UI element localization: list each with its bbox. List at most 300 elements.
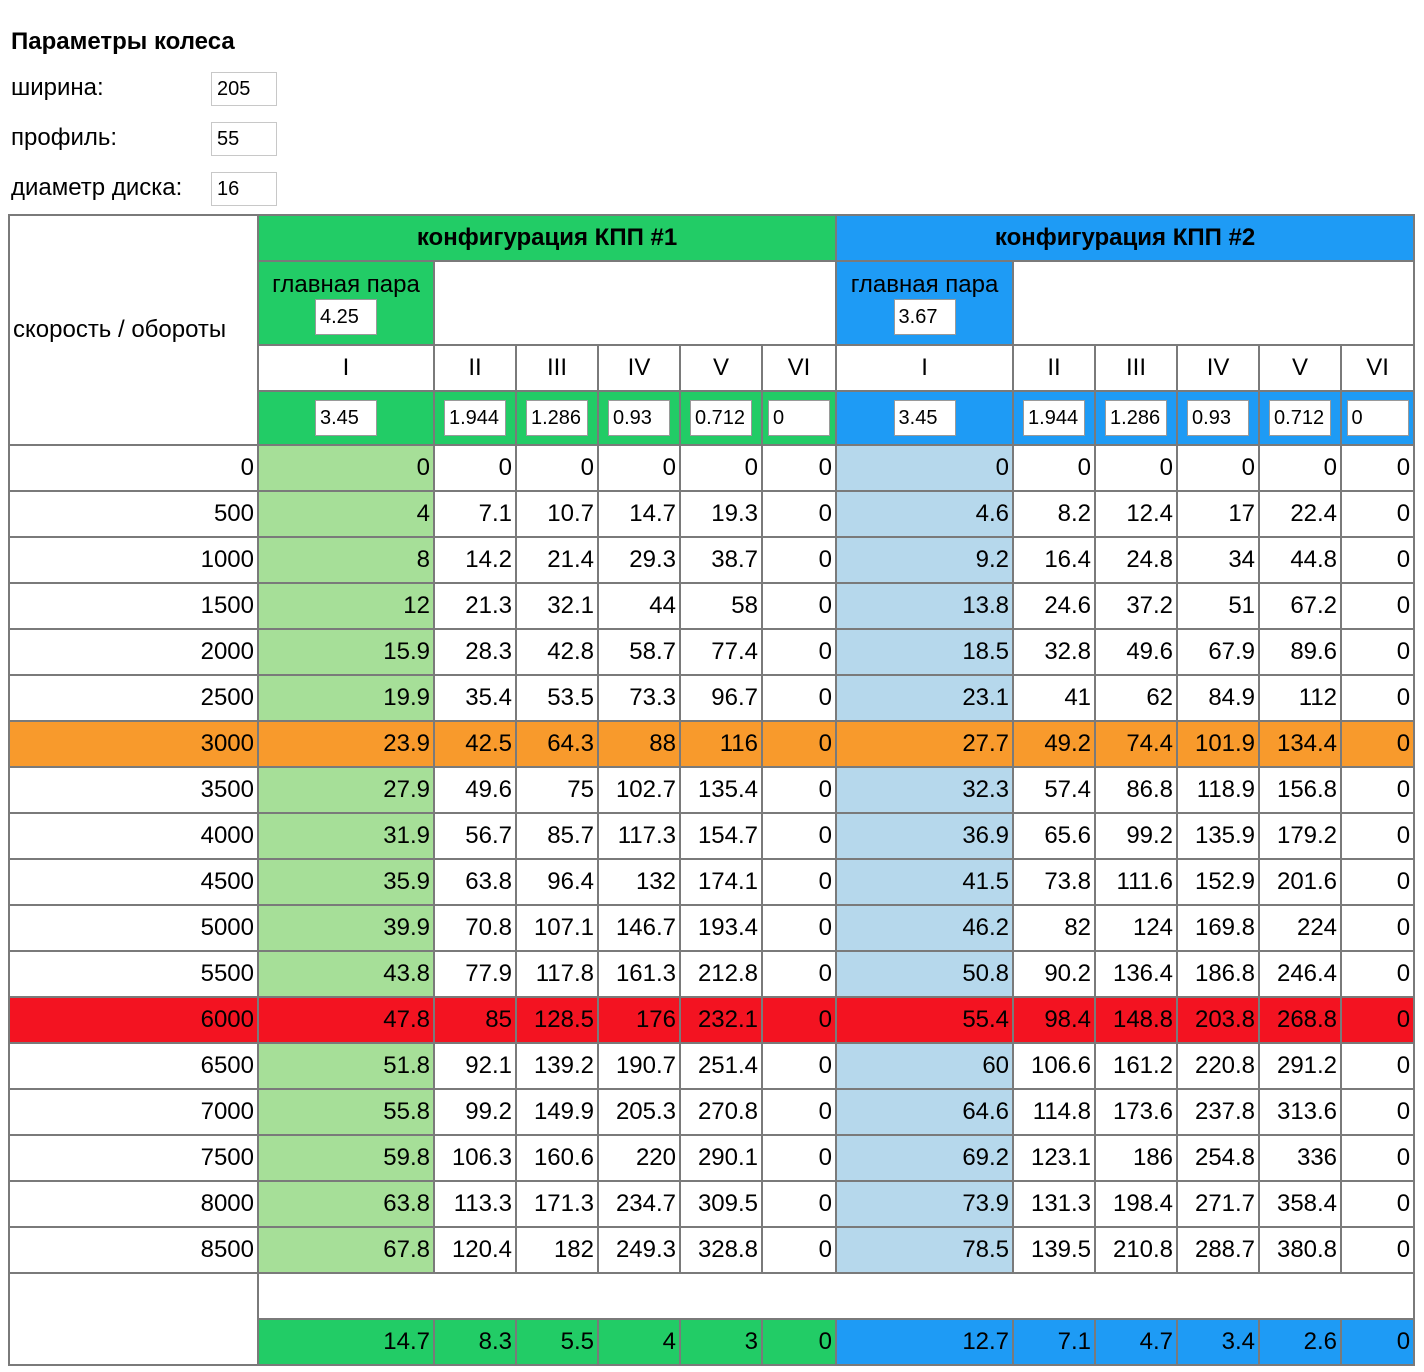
table-row (10, 860, 1415, 906)
footer-label-cell (10, 1274, 259, 1366)
speed-cell: 86.8 (1096, 768, 1178, 814)
config-2-gear-4-ratio-input[interactable] (1187, 400, 1249, 436)
config-1-ratio-cell (599, 392, 681, 446)
speed-cell: 38.7 (681, 538, 763, 584)
speed-cell: 220.8 (1178, 1044, 1260, 1090)
speed-cell: 8.2 (1014, 492, 1096, 538)
speed-cell: 117.8 (517, 952, 599, 998)
speed-cell: 85 (435, 998, 517, 1044)
speed-cell: 0 (763, 952, 837, 998)
speed-cell: 136.4 (1096, 952, 1178, 998)
speed-cell: 0 (259, 446, 435, 492)
speed-cell: 36.9 (837, 814, 1014, 860)
speed-cell: 0 (1260, 446, 1342, 492)
config-2-spacer (1014, 262, 1415, 346)
speed-cell: 77.9 (435, 952, 517, 998)
config-2-gear-6-header: VI (1342, 346, 1415, 392)
speed-cell: 63.8 (259, 1182, 435, 1228)
params-title: Параметры колеса (11, 28, 235, 55)
rpm-cell: 8000 (10, 1182, 259, 1228)
speed-cell: 358.4 (1260, 1182, 1342, 1228)
speed-cell: 82 (1014, 906, 1096, 952)
speed-cell: 75 (517, 768, 599, 814)
speed-cell: 47.8 (259, 998, 435, 1044)
table-row (10, 952, 1415, 998)
speed-cell: 251.4 (681, 1044, 763, 1090)
speed-cell: 0 (763, 768, 837, 814)
speed-cell: 44 (599, 584, 681, 630)
config-1-gear-1-header: I (259, 346, 435, 392)
speed-cell: 112 (1260, 676, 1342, 722)
speed-cell: 160.6 (517, 1136, 599, 1182)
speed-cell: 55.4 (837, 998, 1014, 1044)
config-1-ratio-cell (435, 392, 517, 446)
speed-cell: 28.3 (435, 630, 517, 676)
table-row (10, 998, 1415, 1044)
config-2-gear-2-ratio-input[interactable] (1023, 400, 1085, 436)
speed-cell: 51.8 (259, 1044, 435, 1090)
speed-cell: 0 (1342, 1044, 1415, 1090)
speed-cell: 99.2 (1096, 814, 1178, 860)
footer-spacer-row (10, 1274, 1415, 1320)
speed-cell: 60 (837, 1044, 1014, 1090)
speed-cell: 249.3 (599, 1228, 681, 1274)
speed-cell: 42.8 (517, 630, 599, 676)
speed-cell: 139.5 (1014, 1228, 1096, 1274)
rpm-cell: 5000 (10, 906, 259, 952)
main-pair-label: главная пара (850, 271, 999, 298)
config-2-ratio-cell (1260, 392, 1342, 446)
speed-cell: 0 (1342, 814, 1415, 860)
speed-cell: 24.8 (1096, 538, 1178, 584)
speed-cell: 29.3 (599, 538, 681, 584)
speed-cell: 246.4 (1260, 952, 1342, 998)
config-1-gear-6-ratio-input[interactable] (768, 400, 830, 436)
speed-cell: 309.5 (681, 1182, 763, 1228)
speed-cell: 174.1 (681, 860, 763, 906)
config-2-gear-6-ratio-input[interactable] (1347, 400, 1409, 436)
speed-cell: 0 (763, 492, 837, 538)
speed-cell: 336 (1260, 1136, 1342, 1182)
config-1-main-pair (259, 262, 435, 346)
speed-cell: 67.8 (259, 1228, 435, 1274)
speed-cell: 0 (1342, 906, 1415, 952)
speed-cell: 34 (1178, 538, 1260, 584)
speed-cell: 98.4 (1014, 998, 1096, 1044)
speed-cell: 96.4 (517, 860, 599, 906)
footer-spacer (259, 1274, 1415, 1320)
config-2-ratio-cell (837, 392, 1014, 446)
rpm-cell: 3000 (10, 722, 259, 768)
speed-cell: 0 (763, 630, 837, 676)
config-1-gear-2-header: II (435, 346, 517, 392)
config-1-gear-5-header: V (681, 346, 763, 392)
speed-cell: 0 (1342, 584, 1415, 630)
rpm-cell: 8500 (10, 1228, 259, 1274)
speed-cell: 254.8 (1178, 1136, 1260, 1182)
speed-cell: 9.2 (837, 538, 1014, 584)
speed-cell: 328.8 (681, 1228, 763, 1274)
speed-cell: 0 (681, 446, 763, 492)
table-row (10, 538, 1415, 584)
speed-cell: 120.4 (435, 1228, 517, 1274)
speed-cell: 99.2 (435, 1090, 517, 1136)
config-1-ratio-cell (681, 392, 763, 446)
speed-cell: 59.8 (259, 1136, 435, 1182)
speed-cell: 57.4 (1014, 768, 1096, 814)
speed-cell: 0 (1342, 998, 1415, 1044)
speed-cell: 193.4 (681, 906, 763, 952)
speed-cell: 64.6 (837, 1090, 1014, 1136)
config-1-gear-3-header: III (517, 346, 599, 392)
speed-cell: 0 (763, 584, 837, 630)
speed-cell: 14.2 (435, 538, 517, 584)
rpm-cell: 7500 (10, 1136, 259, 1182)
config-2-ratio-cell (1014, 392, 1096, 446)
speed-cell: 111.6 (1096, 860, 1178, 906)
speed-cell: 58 (681, 584, 763, 630)
speed-cell: 51 (1178, 584, 1260, 630)
config-1-spacer (435, 262, 837, 346)
speed-cell: 179.2 (1260, 814, 1342, 860)
speed-cell: 58.7 (599, 630, 681, 676)
speed-cell: 22.4 (1260, 492, 1342, 538)
config-2-ratio-cell (1096, 392, 1178, 446)
speed-cell: 156.8 (1260, 768, 1342, 814)
speed-cell: 161.3 (599, 952, 681, 998)
speed-cell: 0 (599, 446, 681, 492)
config-1-footer-value: 4 (599, 1320, 681, 1366)
speed-cell: 8 (259, 538, 435, 584)
speed-cell: 113.3 (435, 1182, 517, 1228)
speed-cell: 96.7 (681, 676, 763, 722)
speed-cell: 56.7 (435, 814, 517, 860)
speed-cell: 18.5 (837, 630, 1014, 676)
config-1-footer-value: 3 (681, 1320, 763, 1366)
speed-cell: 0 (1342, 676, 1415, 722)
table-row (10, 1228, 1415, 1274)
speed-cell: 31.9 (259, 814, 435, 860)
speed-cell: 161.2 (1096, 1044, 1178, 1090)
speed-cell: 0 (763, 1136, 837, 1182)
rpm-cell: 2000 (10, 630, 259, 676)
speed-cell: 21.3 (435, 584, 517, 630)
speed-cell: 65.6 (1014, 814, 1096, 860)
table-row (10, 1182, 1415, 1228)
speed-cell: 176 (599, 998, 681, 1044)
speed-cell: 77.4 (681, 630, 763, 676)
speed-cell: 64.3 (517, 722, 599, 768)
speed-cell: 24.6 (1014, 584, 1096, 630)
speed-cell: 13.8 (837, 584, 1014, 630)
speed-cell: 50.8 (837, 952, 1014, 998)
table-row (10, 814, 1415, 860)
speed-cell: 210.8 (1096, 1228, 1178, 1274)
speed-cell: 62 (1096, 676, 1178, 722)
rpm-cell: 0 (10, 446, 259, 492)
config-2-ratio-cell (1342, 392, 1415, 446)
config-1-title: конфигурация КПП #1 (259, 216, 837, 262)
speed-cell: 12 (259, 584, 435, 630)
speed-cell: 154.7 (681, 814, 763, 860)
config-1-ratio-cell (259, 392, 435, 446)
table-row (10, 630, 1415, 676)
speed-cell: 0 (763, 676, 837, 722)
config-2-gear-3-ratio-input[interactable] (1105, 400, 1167, 436)
main-pair-label: главная пара (272, 271, 420, 298)
speed-cell: 173.6 (1096, 1090, 1178, 1136)
rpm-cell: 2500 (10, 676, 259, 722)
speed-cell: 44.8 (1260, 538, 1342, 584)
profile-input[interactable] (211, 122, 277, 156)
speed-cell: 90.2 (1014, 952, 1096, 998)
speed-cell: 15.9 (259, 630, 435, 676)
rpm-cell: 5500 (10, 952, 259, 998)
speed-cell: 212.8 (681, 952, 763, 998)
config-2-footer-value: 7.1 (1014, 1320, 1096, 1366)
speed-cell: 102.7 (599, 768, 681, 814)
config-1-footer-value: 0 (763, 1320, 837, 1366)
width-label: ширина: (11, 74, 104, 101)
speed-cell: 19.9 (259, 676, 435, 722)
speed-cell: 32.3 (837, 768, 1014, 814)
speed-cell: 106.6 (1014, 1044, 1096, 1090)
table-row (10, 906, 1415, 952)
speed-cell: 0 (1342, 492, 1415, 538)
speed-cell: 16.4 (1014, 538, 1096, 584)
speed-cell: 0 (1342, 1228, 1415, 1274)
speed-cell: 0 (763, 1182, 837, 1228)
speed-cell: 73.9 (837, 1182, 1014, 1228)
speed-cell: 123.1 (1014, 1136, 1096, 1182)
table-row (10, 676, 1415, 722)
speed-cell: 0 (763, 446, 837, 492)
speed-cell: 149.9 (517, 1090, 599, 1136)
speed-cell: 134.4 (1260, 722, 1342, 768)
speed-cell: 152.9 (1178, 860, 1260, 906)
speed-cell: 139.2 (517, 1044, 599, 1090)
speed-cell: 92.1 (435, 1044, 517, 1090)
speed-cell: 35.4 (435, 676, 517, 722)
config-1-footer-value: 5.5 (517, 1320, 599, 1366)
speed-cell: 203.8 (1178, 998, 1260, 1044)
speed-cell: 313.6 (1260, 1090, 1342, 1136)
config-1-gear-1-ratio-input[interactable] (315, 400, 377, 436)
speed-cell: 0 (763, 906, 837, 952)
diameter-input[interactable] (211, 172, 277, 206)
speed-cell: 39.9 (259, 906, 435, 952)
config-2-main-pair (837, 262, 1014, 346)
config-1-footer-value: 14.7 (259, 1320, 435, 1366)
speed-cell: 49.6 (1096, 630, 1178, 676)
speed-cell: 146.7 (599, 906, 681, 952)
speed-cell: 14.7 (599, 492, 681, 538)
speed-cell: 198.4 (1096, 1182, 1178, 1228)
speed-cell: 107.1 (517, 906, 599, 952)
config-2-gear-1-header: I (837, 346, 1014, 392)
speed-cell: 73.8 (1014, 860, 1096, 906)
speed-cell: 67.2 (1260, 584, 1342, 630)
config-2-main-pair-input[interactable] (894, 299, 956, 335)
speed-cell: 135.9 (1178, 814, 1260, 860)
table-row (10, 1136, 1415, 1182)
speed-cell: 49.6 (435, 768, 517, 814)
table-row (10, 446, 1415, 492)
speed-cell: 88 (599, 722, 681, 768)
config-2-footer-value: 2.6 (1260, 1320, 1342, 1366)
speed-cell: 124 (1096, 906, 1178, 952)
rpm-cell: 1500 (10, 584, 259, 630)
speed-cell: 118.9 (1178, 768, 1260, 814)
speed-cell: 0 (763, 538, 837, 584)
speed-cell: 19.3 (681, 492, 763, 538)
table-row (10, 1090, 1415, 1136)
speed-table (8, 214, 1415, 1366)
table-row (10, 722, 1415, 768)
speed-cell: 0 (1342, 630, 1415, 676)
speed-cell: 232.1 (681, 998, 763, 1044)
speed-cell: 32.8 (1014, 630, 1096, 676)
config-2-footer-value: 12.7 (837, 1320, 1014, 1366)
speed-cell: 4.6 (837, 492, 1014, 538)
speed-cell: 63.8 (435, 860, 517, 906)
speed-cell: 35.9 (259, 860, 435, 906)
rpm-cell: 6500 (10, 1044, 259, 1090)
speed-cell: 0 (435, 446, 517, 492)
config-2-footer-value: 3.4 (1178, 1320, 1260, 1366)
config-1-gear-2-ratio-input[interactable] (444, 400, 506, 436)
speed-cell: 224 (1260, 906, 1342, 952)
speed-cell: 380.8 (1260, 1228, 1342, 1274)
speed-cell: 128.5 (517, 998, 599, 1044)
config-1-ratio-cell (763, 392, 837, 446)
rpm-cell: 500 (10, 492, 259, 538)
speed-cell: 7.1 (435, 492, 517, 538)
speed-cell: 0 (763, 722, 837, 768)
speed-cell: 171.3 (517, 1182, 599, 1228)
speed-cell: 234.7 (599, 1182, 681, 1228)
table-row (10, 492, 1415, 538)
config-2-gear-5-header: V (1260, 346, 1342, 392)
speed-cell: 27.9 (259, 768, 435, 814)
speed-cell: 190.7 (599, 1044, 681, 1090)
speed-cell: 270.8 (681, 1090, 763, 1136)
config-1-gear-3-ratio-input[interactable] (526, 400, 588, 436)
table-row (10, 584, 1415, 630)
speed-cell: 32.1 (517, 584, 599, 630)
speed-cell: 37.2 (1096, 584, 1178, 630)
speed-cell: 41.5 (837, 860, 1014, 906)
speed-cell: 0 (763, 1090, 837, 1136)
config-1-gear-6-header: VI (763, 346, 837, 392)
speed-cell: 0 (837, 446, 1014, 492)
config-2-footer-value: 0 (1342, 1320, 1415, 1366)
speed-cell: 78.5 (837, 1228, 1014, 1274)
speed-cell: 0 (763, 998, 837, 1044)
speed-cell: 74.4 (1096, 722, 1178, 768)
speed-cell: 85.7 (517, 814, 599, 860)
speed-cell: 135.4 (681, 768, 763, 814)
speed-cell: 23.9 (259, 722, 435, 768)
config-2-title: конфигурация КПП #2 (837, 216, 1415, 262)
speed-cell: 0 (1342, 1182, 1415, 1228)
speed-cell: 69.2 (837, 1136, 1014, 1182)
speed-cell: 0 (763, 1044, 837, 1090)
rpm-cell: 4500 (10, 860, 259, 906)
speed-cell: 291.2 (1260, 1044, 1342, 1090)
speed-cell: 0 (1342, 952, 1415, 998)
diameter-label: диаметр диска: (11, 174, 183, 201)
config-1-ratio-cell (517, 392, 599, 446)
speed-cell: 114.8 (1014, 1090, 1096, 1136)
config-2-gear-1-ratio-input[interactable] (894, 400, 956, 436)
speed-cell: 0 (1342, 446, 1415, 492)
speed-cell: 0 (1342, 538, 1415, 584)
speed-cell: 182 (517, 1228, 599, 1274)
rpm-cell: 3500 (10, 768, 259, 814)
speed-cell: 0 (1342, 1136, 1415, 1182)
speed-cell: 0 (1342, 1090, 1415, 1136)
rpm-cell: 1000 (10, 538, 259, 584)
speed-cell: 42.5 (435, 722, 517, 768)
config-2-gear-2-header: II (1014, 346, 1096, 392)
speed-cell: 84.9 (1178, 676, 1260, 722)
speed-cell: 67.9 (1178, 630, 1260, 676)
config-2-gear-5-ratio-input[interactable] (1269, 400, 1331, 436)
speed-cell: 21.4 (517, 538, 599, 584)
speed-cell: 0 (1342, 722, 1415, 768)
speed-cell: 0 (1096, 446, 1178, 492)
config-2-ratio-cell (1178, 392, 1260, 446)
speed-cell: 41 (1014, 676, 1096, 722)
speed-cell: 148.8 (1096, 998, 1178, 1044)
rpm-cell: 6000 (10, 998, 259, 1044)
speed-cell: 186.8 (1178, 952, 1260, 998)
speed-cell: 132 (599, 860, 681, 906)
config-1-gear-5-ratio-input[interactable] (690, 400, 752, 436)
speed-cell: 271.7 (1178, 1182, 1260, 1228)
speed-cell: 288.7 (1178, 1228, 1260, 1274)
speed-cell: 0 (517, 446, 599, 492)
config-2-gear-3-header: III (1096, 346, 1178, 392)
speed-cell: 0 (763, 1228, 837, 1274)
speed-cell: 43.8 (259, 952, 435, 998)
speed-cell: 12.4 (1096, 492, 1178, 538)
config-1-gear-4-header: IV (599, 346, 681, 392)
speed-cell: 201.6 (1260, 860, 1342, 906)
speed-cell: 70.8 (435, 906, 517, 952)
speed-cell: 169.8 (1178, 906, 1260, 952)
speed-cell: 4 (259, 492, 435, 538)
config-2-footer-value: 4.7 (1096, 1320, 1178, 1366)
rpm-cell: 4000 (10, 814, 259, 860)
speed-cell: 0 (1014, 446, 1096, 492)
speed-cell: 10.7 (517, 492, 599, 538)
speed-cell: 23.1 (837, 676, 1014, 722)
speed-cell: 49.2 (1014, 722, 1096, 768)
speed-cell: 55.8 (259, 1090, 435, 1136)
speed-cell: 268.8 (1260, 998, 1342, 1044)
config-1-gear-4-ratio-input[interactable] (608, 400, 670, 436)
config-1-main-pair-input[interactable] (315, 299, 377, 335)
speed-cell: 116 (681, 722, 763, 768)
config-2-gear-4-header: IV (1178, 346, 1260, 392)
rpm-cell: 7000 (10, 1090, 259, 1136)
speed-cell: 53.5 (517, 676, 599, 722)
width-input[interactable] (211, 72, 277, 106)
speed-cell: 117.3 (599, 814, 681, 860)
speed-cell: 205.3 (599, 1090, 681, 1136)
